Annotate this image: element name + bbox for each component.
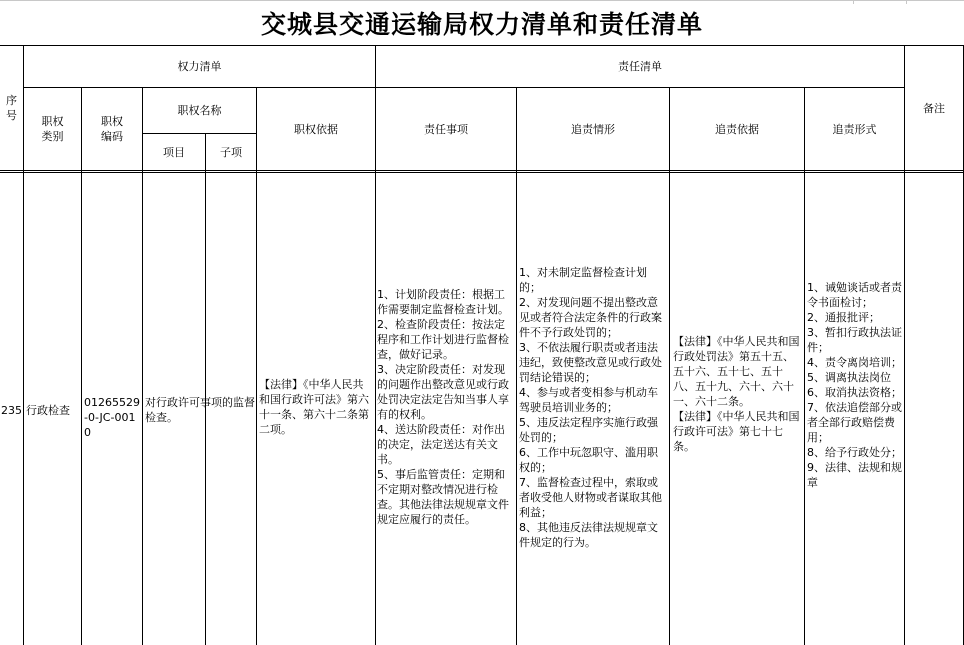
row-accountability-basis — [673, 334, 801, 454]
row-item: 对行政许可事项的监督检查。 — [145, 396, 255, 424]
situation-item: 3、不依法履行职责或者违法违纪，致使整改意见或行政处罚结论错误的； — [519, 341, 662, 384]
header-responsibility-list: 责任清单 — [618, 60, 662, 73]
situation-item: 7、监督检查过程中，索取或者收受他人财物或者谋取其他利益； — [519, 476, 662, 519]
header-accountability-situations: 追责情形 — [571, 122, 615, 136]
row-power-basis: 【法律】《中华人民共和国行政许可法》第六十一条、第六十二条第二项。 — [259, 378, 369, 436]
form-item: 4、责令离岗培训； — [807, 356, 902, 369]
row-accountability-forms — [807, 280, 902, 490]
situation-item: 8、其他违反法律法规规章文件规定的行为。 — [519, 521, 658, 549]
resp-item: 1、计划阶段责任：根据工作需要制定监督检查计划。 — [377, 288, 509, 316]
border-v-5 — [256, 88, 257, 645]
resp-item: 2、检查阶段责任：按法定程序和工作计划进行监督检查，做好记录。 — [377, 318, 509, 361]
resp-item: 4、送达阶段责任：对作出的决定，法定送达有关文书。 — [377, 423, 505, 466]
header-accountability-basis: 追责依据 — [715, 122, 759, 136]
form-item: 7、依法追偿部分或者全部行政赔偿费用； — [807, 401, 902, 444]
situation-item: 5、违反法定程序实施行政强处罚的； — [519, 416, 658, 444]
row-responsibility-items — [377, 287, 514, 527]
form-item: 3、暂扣行政执法证件； — [807, 326, 902, 354]
border-h-header-bottom-2 — [0, 172, 964, 173]
situation-item: 6、工作中玩忽职守、滥用职权的； — [519, 446, 658, 474]
header-power-name: 职权名称 — [177, 104, 222, 117]
situation-item: 4、参与或者变相参与机动车驾驶员培训业务的； — [519, 386, 658, 414]
border-v-9 — [804, 88, 805, 645]
header-power-code: 职权 编码 — [101, 115, 123, 143]
border-v-2 — [81, 88, 82, 645]
header-power-list: 权力清单 — [177, 60, 222, 73]
form-item: 5、调离执法岗位 — [807, 371, 891, 384]
form-item: 2、通报批评； — [807, 311, 880, 324]
resp-item: 3、决定阶段责任：对发现的问题作出整改意见或行政处罚决定法定告知当事人享有的权利。 — [377, 363, 509, 421]
header-item: 项目 — [163, 145, 185, 159]
header-power-basis: 职权依据 — [294, 122, 338, 136]
situation-item: 2、对发现问题不提出整改意见或者符合法定条件的行政案件不予行政处罚的； — [519, 296, 662, 339]
form-item: 9、法律、法规和规章 — [807, 461, 902, 489]
border-h-header-bottom — [0, 170, 964, 171]
form-item: 1、诫勉谈话或者责令书面检讨； — [807, 281, 902, 309]
header-sub-item: 子项 — [220, 145, 242, 159]
border-v-8 — [669, 88, 670, 645]
resp-item: 5、事后监管责任：定期和不定期对整改情况进行检查。其他法律法规规章文件规定应履行的责任。 — [377, 468, 509, 526]
row-seq: 235 — [1, 404, 22, 417]
border-v-7 — [516, 88, 517, 645]
header-seq: 序 号 — [6, 94, 17, 122]
row-type: 行政检查 — [26, 404, 70, 417]
form-item: 6、取消执法资格； — [807, 386, 902, 399]
document-title: 交城县交通运输局权力清单和责任清单 — [260, 9, 703, 39]
row-accountability-situations — [519, 265, 666, 550]
border-v-3 — [142, 88, 143, 645]
header-responsibility-items: 责任事项 — [424, 122, 468, 136]
form-item: 8、给予行政处分； — [807, 446, 902, 459]
header-power-type: 职权 类别 — [41, 115, 64, 143]
situation-item: 1、对未制定监督检查计划的； — [519, 266, 647, 294]
law-item: 【法律】《中华人民共和国行政许可法》第七十七条。 — [673, 410, 800, 453]
header-remarks: 备注 — [923, 101, 945, 115]
law-item: 【法律】《中华人民共和国行政处罚法》第五十五、五十六、五十七、五十八、五十九、六十、六十一、六十二条。 — [673, 335, 800, 408]
border-v-4 — [205, 134, 206, 645]
row-code: 01265529-0-JC-0010 — [84, 396, 140, 439]
header-accountability-forms: 追责形式 — [832, 122, 877, 136]
